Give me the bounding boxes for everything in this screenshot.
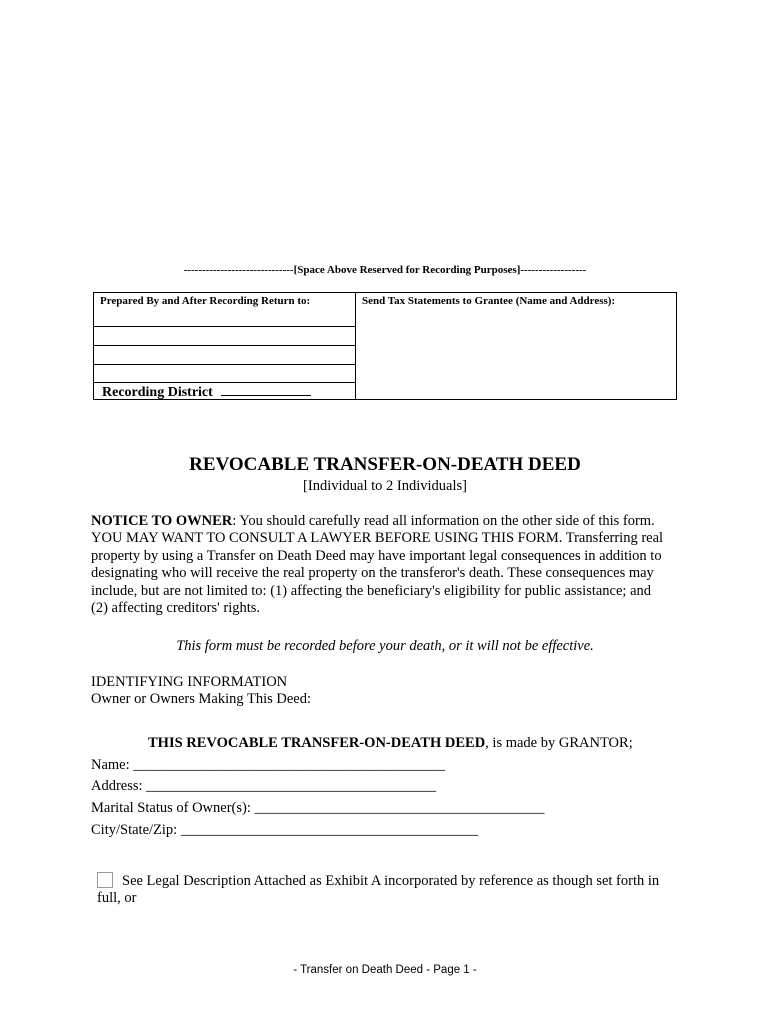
send-tax-label: Send Tax Statements to Grantee (Name and Address): [362, 295, 616, 307]
recording-district [102, 383, 311, 401]
page-footer: - Transfer on Death Deed - Page 1 - [293, 964, 477, 976]
marital-status-field[interactable]: Marital Status of Owner(s): ________________________________________ [91, 800, 545, 816]
city-state-zip-field[interactable]: City/State/Zip: _________________________________________ [91, 822, 479, 838]
recording-warning: This form must be recorded before your death, or it will not be effective. [176, 638, 594, 654]
prepared-by-line-3 [94, 364, 355, 365]
notice-label: NOTICE TO OWNER [91, 513, 233, 529]
recording-district-label: Recording District [102, 385, 213, 400]
notice-text: : You should carefully read all information on the other side of this form. YOU MAY WANT TO CONSULT A LAWYER BEFORE USING THIS FORM. Transferring real property by using a Transfer on Death Deed may have important legal consequences in addition to designating who will receive the real property on the transferor's death. These consequences may include, but are not limited to: (1) affecting the beneficiary's eligibility for public assistance; and (2) affecting creditors' rights. [91, 513, 664, 617]
grantor-statement [148, 735, 633, 752]
grantor-bold-text: THIS REVOCABLE TRANSFER-ON-DEATH DEED [148, 735, 486, 751]
prepared-by-line-2 [94, 345, 355, 346]
prepared-by-line-1 [94, 326, 355, 327]
owners-label: Owner or Owners Making This Deed: [91, 691, 312, 707]
grantor-rest-text: , is made by GRANTOR; [485, 735, 633, 751]
address-field[interactable]: Address: ________________________________________ [91, 778, 437, 794]
notice-to-owner [91, 513, 666, 617]
prepared-by-label: Prepared By and After Recording Return to: [100, 295, 311, 307]
document-title: REVOCABLE TRANSFER-ON-DEATH DEED [189, 454, 581, 475]
recording-district-blank[interactable] [221, 383, 311, 396]
identifying-heading: IDENTIFYING INFORMATION [91, 674, 288, 690]
document-subtitle: [Individual to 2 Individuals] [303, 478, 467, 494]
recording-info-table [93, 292, 677, 400]
recording-reserved-notice: ------------------------------[Space Above Reserved for Recording Purposes]------------------ [183, 264, 587, 276]
name-field[interactable]: Name: ___________________________________________ [91, 757, 446, 773]
prepared-by-column [94, 293, 356, 399]
legal-description-text: See Legal Description Attached as Exhibit A incorporated by reference as though set forth in full, or [97, 873, 660, 906]
